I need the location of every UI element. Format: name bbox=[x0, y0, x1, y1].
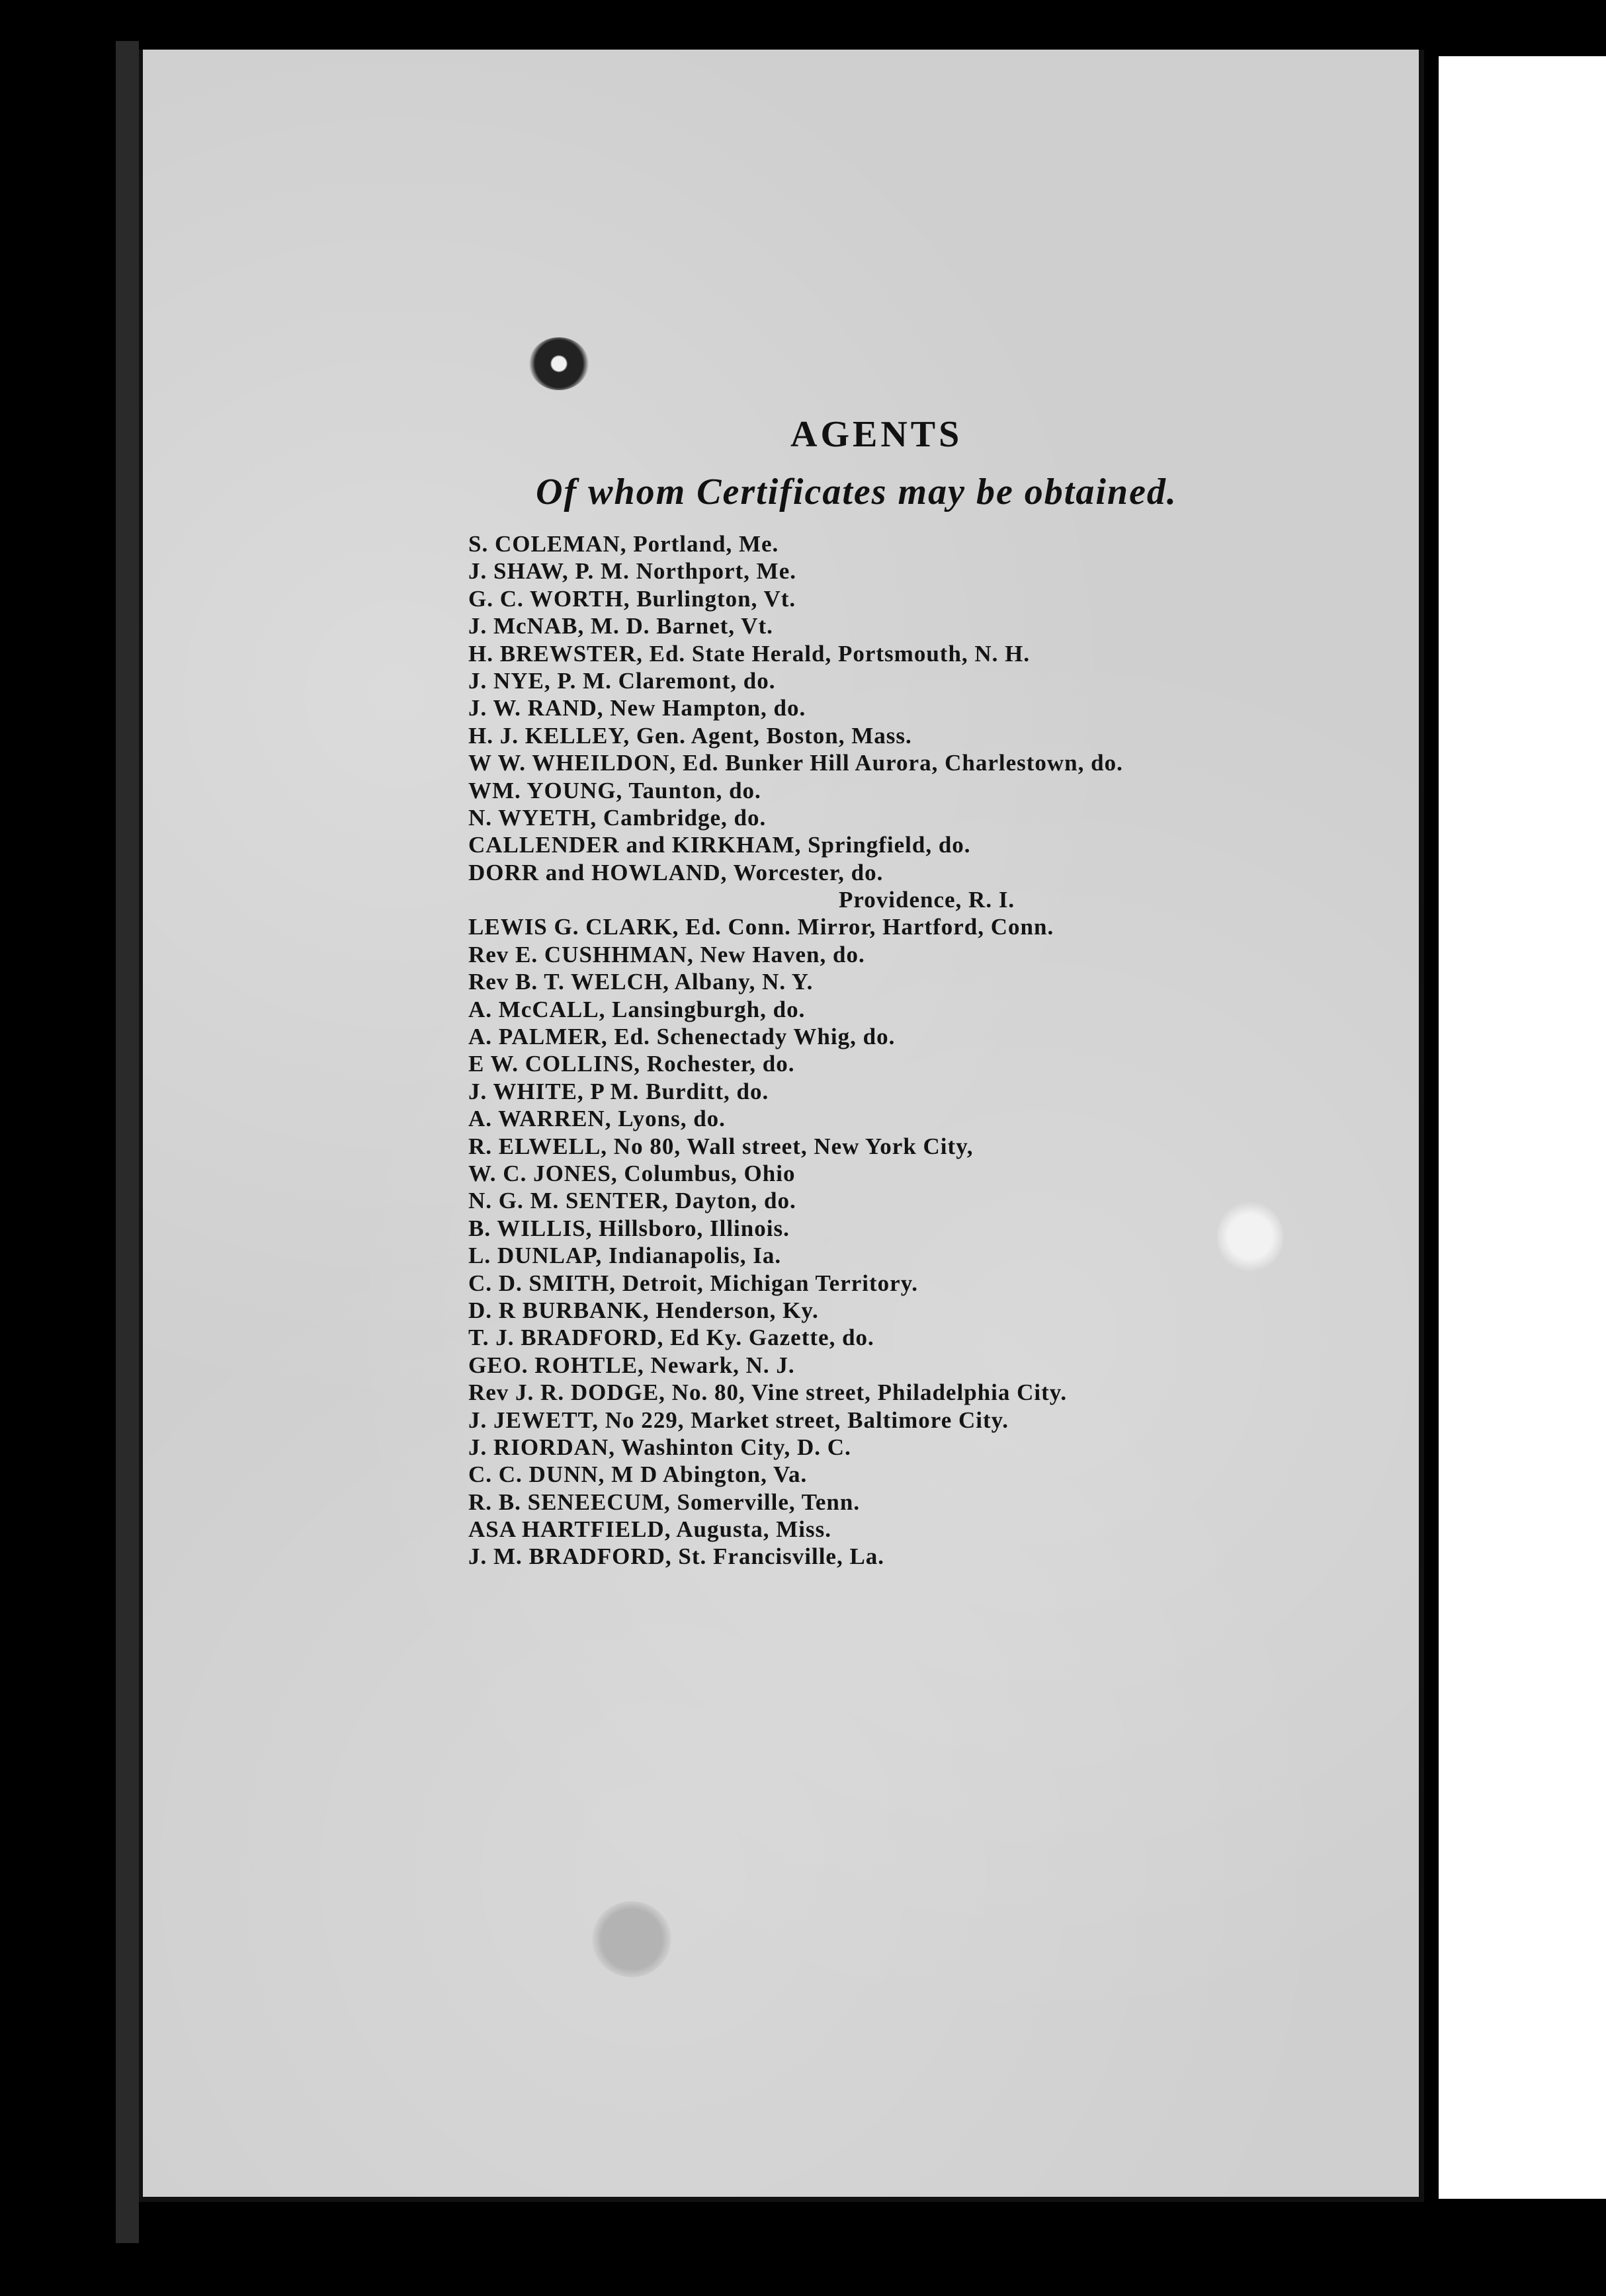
agent-entry: J. M. BRADFORD, St. Francisville, La. bbox=[468, 1543, 885, 1570]
agent-entry: J. McNAB, M. D. Barnet, Vt. bbox=[468, 613, 773, 639]
agent-entry: GEO. ROHTLE, Newark, N. J. bbox=[468, 1352, 795, 1378]
agent-entry: B. WILLIS, Hillsboro, Illinois. bbox=[468, 1215, 790, 1241]
agent-entry: J. NYE, P. M. Claremont, do. bbox=[468, 667, 776, 694]
agent-entry: S. COLEMAN, Portland, Me. bbox=[468, 531, 779, 557]
paper-fade-spot bbox=[1217, 1200, 1283, 1273]
agent-entry: N. G. M. SENTER, Dayton, do. bbox=[468, 1188, 796, 1214]
agent-entry: LEWIS G. CLARK, Ed. Conn. Mirror, Hartford, Conn. bbox=[468, 914, 1054, 940]
agent-entry: J. W. RAND, New Hampton, do. bbox=[468, 695, 806, 721]
agent-entry: R. B. SENEECUM, Somerville, Tenn. bbox=[468, 1489, 861, 1515]
agent-entry: T. J. BRADFORD, Ed Ky. Gazette, do. bbox=[468, 1325, 874, 1351]
page-subtitle: Of whom Certificates may be obtained. bbox=[536, 472, 1177, 512]
agent-entry: A. WARREN, Lyons, do. bbox=[468, 1106, 726, 1132]
agent-entry: W W. WHEILDON, Ed. Bunker Hill Aurora, Charlestown, do. bbox=[468, 750, 1123, 776]
agent-entry: G. C. WORTH, Burlington, Vt. bbox=[468, 585, 796, 612]
agent-entry: C. C. DUNN, M D Abington, Va. bbox=[468, 1461, 808, 1488]
page-right-edge bbox=[1419, 50, 1424, 2202]
agent-entry: A. McCALL, Lansingburgh, do. bbox=[468, 996, 806, 1022]
ink-blot bbox=[529, 337, 589, 390]
agent-entry: E W. COLLINS, Rochester, do. bbox=[468, 1051, 795, 1077]
agent-entry: W. C. JONES, Columbus, Ohio bbox=[468, 1160, 796, 1186]
agent-entry: J. WHITE, P M. Burditt, do. bbox=[468, 1078, 769, 1104]
agent-entry: Rev J. R. DODGE, No. 80, Vine street, Philadelphia City. bbox=[468, 1379, 1068, 1406]
agent-entry: WM. YOUNG, Taunton, do. bbox=[468, 777, 761, 803]
agent-entry: J. JEWETT, No 229, Market street, Baltimore City. bbox=[468, 1407, 1009, 1433]
agent-entry: DORR and HOWLAND, Worcester, do. bbox=[468, 859, 884, 885]
paper-stain bbox=[592, 1901, 671, 1977]
agent-entry: Rev B. T. WELCH, Albany, N. Y. bbox=[468, 969, 814, 995]
agent-entry: C. D. SMITH, Detroit, Michigan Territory. bbox=[468, 1270, 919, 1296]
facing-page bbox=[1439, 56, 1606, 2199]
agent-entry: Rev E. CUSHHMAN, New Haven, do. bbox=[468, 941, 865, 967]
book-binding-edge bbox=[116, 41, 139, 2243]
agent-entry: H. BREWSTER, Ed. State Herald, Portsmouth, N. H. bbox=[468, 640, 1031, 667]
agent-entry: N. WYETH, Cambridge, do. bbox=[468, 804, 767, 831]
agent-entry: H. J. KELLEY, Gen. Agent, Boston, Mass. bbox=[468, 722, 912, 749]
agent-entry: R. ELWELL, No 80, Wall street, New York City, bbox=[468, 1133, 974, 1159]
agent-entry: CALLENDER and KIRKHAM, Springfield, do. bbox=[468, 832, 971, 858]
agent-entry: D. R BURBANK, Henderson, Ky. bbox=[468, 1297, 819, 1323]
agent-entry-continuation: Providence, R. I. bbox=[839, 887, 1015, 913]
page-title: AGENTS bbox=[790, 414, 963, 455]
agent-entry: ASA HARTFIELD, Augusta, Miss. bbox=[468, 1516, 831, 1543]
agents-list bbox=[468, 530, 1123, 1571]
agent-entry: A. PALMER, Ed. Schenectady Whig, do. bbox=[468, 1024, 896, 1050]
agent-entry: J. RIORDAN, Washinton City, D. C. bbox=[468, 1434, 851, 1460]
agent-entry: L. DUNLAP, Indianapolis, Ia. bbox=[468, 1243, 782, 1269]
agent-entry: J. SHAW, P. M. Northport, Me. bbox=[468, 558, 796, 585]
